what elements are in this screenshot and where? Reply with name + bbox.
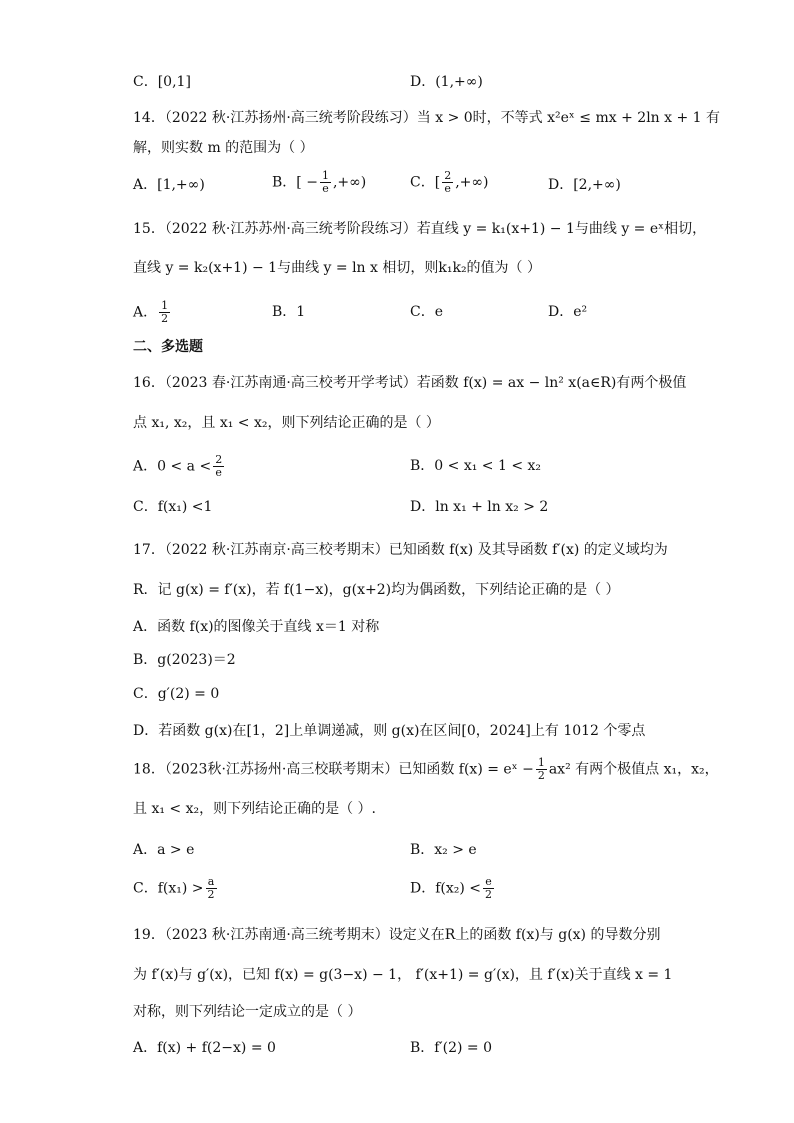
q18-option-d-label: D．f(x₂) < xyxy=(410,880,482,897)
q15-option-b: B．1 xyxy=(272,304,306,320)
q17-stem-line1: 17．（2022 秋·江苏南京·高三校考期末）已知函数 f(x) 及其导函数 f′(x) 的定义域均为 xyxy=(133,542,668,558)
q18-option-b: B．x₂ > e xyxy=(410,842,477,858)
q18-option-d xyxy=(410,876,496,901)
q15-option-a-label: A． xyxy=(133,304,158,321)
q14-option-b-open: [ − xyxy=(296,174,318,191)
q15-stem-line2: 直线 y = k₂(x+1) − 1与曲线 y = ln x 相切，则k₁k₂的值为（ ） xyxy=(133,260,542,276)
q14-option-b xyxy=(272,170,366,195)
q14-option-d: D．[2,+∞) xyxy=(548,177,621,193)
q17-option-a: A．函数 f(x)的图像关于直线 x＝1 对称 xyxy=(133,619,380,635)
q17-option-d: D．若函数 g(x)在[1，2]上单调递减，则 g(x)在区间[0，2024]上有 1012 个零点 xyxy=(133,723,646,739)
q19-stem-line2: 为 f′(x)与 g′(x)，已知 f(x) = g(3−x) − 1， f′(x+1) = g′(x)，且 f′(x)关于直线 x = 1 xyxy=(133,967,673,983)
q18-option-c-fraction: $\frac{a}{2}$ xyxy=(207,875,215,901)
q19-stem-line1: 19．（2023 秋·江苏南通·高三统考期末）设定义在R上的函数 f(x)与 g(x) 的导数分别 xyxy=(133,927,661,943)
q18-stem-line2: 且 x₁ < x₂，则下列结论正确的是（ ）. xyxy=(133,801,376,817)
q14-option-b-fraction: $\frac{1}{e}$ xyxy=(321,169,329,195)
q14-option-a: A．[1,+∞) xyxy=(133,177,205,193)
q15-option-a xyxy=(133,300,172,325)
q18-option-a: A．a > e xyxy=(133,842,195,858)
q16-stem-line2: 点 x₁, x₂，且 x₁ < x₂，则下列结论正确的是（ ） xyxy=(133,415,440,431)
q15-option-c: C．e xyxy=(410,304,443,320)
q16-option-a-label: A．0 < a < xyxy=(133,458,212,475)
q14-option-c-close: ,+∞) xyxy=(455,174,489,191)
q18-stem-line1-end: ax² 有两个极值点 x₁，x₂， xyxy=(548,761,719,778)
q14-option-c-fraction: $\frac{2}{e}$ xyxy=(444,169,452,195)
q16-option-d: D．ln x₁ + ln x₂ > 2 xyxy=(410,499,549,515)
q19-option-b: B．f′(2) = 0 xyxy=(410,1040,493,1056)
q18-option-c-label: C．f(x₁) > xyxy=(133,880,204,897)
q14-stem-line1: 14．（2022 秋·江苏扬州·高三统考阶段练习）当 x > 0时，不等式 x²eˣ ≤ mx + 2ln x + 1 有 xyxy=(133,110,721,126)
q18-option-d-fraction: $\frac{e}{2}$ xyxy=(485,875,493,901)
q16-option-a-fraction: $\frac{2}{e}$ xyxy=(215,453,223,479)
q16-option-a xyxy=(133,454,226,479)
q14-stem-line2: 解，则实数 m 的范围为（ ） xyxy=(133,140,314,156)
q17-option-b: B．g(2023)＝2 xyxy=(133,652,236,668)
q14-option-b-close: ,+∞) xyxy=(332,174,367,191)
q14-option-b-label: B． xyxy=(272,174,297,191)
section-heading-multi-choice: 二、多选题 xyxy=(133,339,203,355)
q14-option-c xyxy=(410,170,489,195)
q16-option-b: B．0 < x₁ < 1 < x₂ xyxy=(410,458,542,474)
q18-option-c xyxy=(133,876,219,901)
q16-stem-line1: 16．（2023 春·江苏南通·高三校考开学考试）若函数 f(x) = ax − ln² x(a∈R)有两个极值 xyxy=(133,375,687,391)
q14-option-c-open: [ xyxy=(434,174,441,191)
q18-stem-fraction: $\frac{1}{2}$ xyxy=(537,756,545,782)
q18-stem-line1-start: 18．（2023秋·江苏扬州·高三校联考期末）已知函数 f(x) = eˣ − xyxy=(133,761,534,778)
q15-option-a-fraction: $\frac{1}{2}$ xyxy=(161,299,169,325)
q19-option-a: A．f(x) + f(2−x) = 0 xyxy=(133,1040,276,1056)
q17-option-c: C．g′(2) = 0 xyxy=(133,686,220,702)
q17-stem-line2: R．记 g(x) = f′(x)，若 f(1−x)，g(x+2)均为偶函数，下列结论正确的是（ ） xyxy=(133,582,620,598)
q18-stem-line1 xyxy=(133,757,719,782)
q15-option-d: D．e² xyxy=(548,304,588,320)
option-c: C．[0,1] xyxy=(133,74,191,90)
q19-stem-line3: 对称，则下列结论一定成立的是（ ） xyxy=(133,1004,362,1020)
q16-option-c: C．f(x₁) <1 xyxy=(133,499,213,515)
option-d: D．(1,+∞) xyxy=(410,74,483,90)
q14-option-c-label: C． xyxy=(410,174,435,191)
q15-stem-line1: 15．（2022 秋·江苏苏州·高三统考阶段练习）若直线 y = k₁(x+1) − 1与曲线 y = eˣ相切， xyxy=(133,221,707,237)
